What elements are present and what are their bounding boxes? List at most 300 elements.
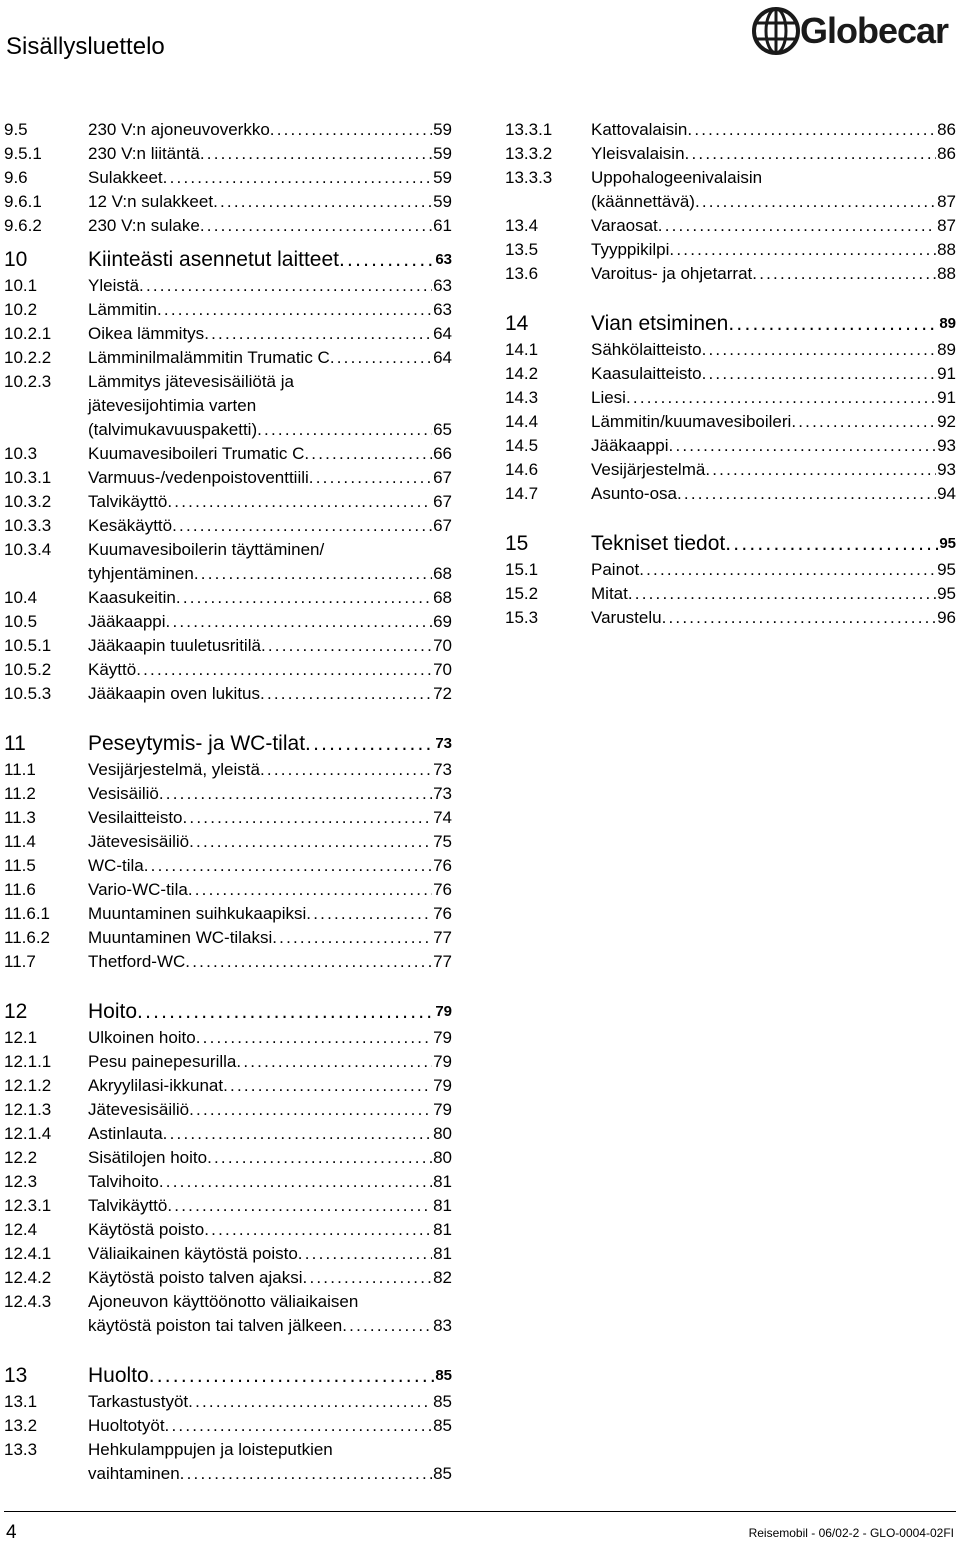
toc-entry-title: Jääkaappi — [88, 612, 166, 631]
toc-entry[interactable] — [505, 142, 960, 166]
toc-page-number: 59 — [433, 144, 452, 163]
dot-leader — [139, 274, 432, 298]
toc-entry-number: 10.1 — [4, 276, 38, 295]
dot-leader — [658, 214, 936, 238]
toc-chapter[interactable] — [505, 310, 960, 338]
toc-page-number: 83 — [433, 1316, 452, 1335]
toc-page-number: 65 — [433, 420, 452, 439]
toc-entry[interactable] — [0, 610, 460, 634]
toc-entry-title: Tarkastustyöt — [88, 1392, 189, 1411]
toc-entry[interactable] — [505, 606, 960, 630]
toc-entry-title: Vesijärjestelmä — [591, 460, 706, 479]
toc-entry[interactable] — [0, 214, 460, 238]
dot-leader — [342, 1314, 432, 1338]
toc-page-number: 79 — [433, 1052, 452, 1071]
toc-entry-title: Kiinteästi asennetut laitteet — [88, 248, 339, 271]
toc-entry-number: 11.6.2 — [4, 928, 51, 947]
toc-entry[interactable] — [0, 1050, 460, 1074]
toc-entry-number: 10.2.2 — [4, 348, 52, 367]
dot-leader — [149, 1362, 435, 1390]
toc-entry-number: 12.4 — [4, 1220, 38, 1239]
toc-entry-number: 12.1 — [4, 1028, 38, 1047]
toc-entry-title: Talvikäyttö — [88, 492, 168, 511]
globe-icon — [750, 2, 802, 60]
footer-divider — [4, 1511, 956, 1512]
toc-page-number: 59 — [433, 168, 452, 187]
toc-entry-title: Kuumavesiboileri Trumatic C — [88, 444, 305, 463]
toc-entry[interactable] — [0, 1266, 460, 1290]
dot-leader — [261, 634, 432, 658]
dot-leader — [260, 682, 432, 706]
document-code: Reisemobil - 06/02-2 - GLO-0004-02FI — [748, 1526, 954, 1540]
toc-entry[interactable] — [0, 1414, 460, 1438]
dot-leader — [167, 490, 432, 514]
toc-entry-number: 12.4.2 — [4, 1268, 52, 1287]
toc-entry-number: 10.3.2 — [4, 492, 52, 511]
toc-page-number: 82 — [433, 1268, 452, 1287]
toc-entry-title: Jätevesisäiliö — [88, 832, 190, 851]
dot-leader — [725, 530, 938, 558]
toc-entry-number: 9.6.1 — [4, 192, 42, 211]
toc-entry-number: 10 — [4, 248, 28, 271]
toc-entry[interactable] — [0, 1026, 460, 1050]
toc-entry[interactable] — [0, 1218, 460, 1242]
toc-entry-title: (talvimukavuuspaketti) — [88, 420, 258, 439]
dot-leader — [705, 458, 936, 482]
dot-leader — [189, 1098, 432, 1122]
dot-leader — [728, 310, 938, 338]
dot-leader — [306, 902, 432, 926]
toc-entry[interactable] — [0, 682, 460, 706]
dot-leader — [196, 1026, 432, 1050]
dot-leader — [303, 1266, 433, 1290]
toc-page-number: 59 — [433, 120, 452, 139]
toc-page-number: 85 — [435, 1367, 452, 1384]
toc-entry-number: 11.5 — [4, 856, 36, 875]
toc-page-number: 70 — [433, 636, 452, 655]
toc-page-number: 94 — [937, 484, 956, 503]
dot-leader — [165, 1414, 433, 1438]
toc-entry-title: Muuntaminen suihkukaapiksi — [88, 904, 307, 923]
toc-page-number: 86 — [937, 120, 956, 139]
toc-page-number: 70 — [433, 660, 452, 679]
toc-entry-title: WC-tila — [88, 856, 144, 875]
dot-leader — [236, 1050, 432, 1074]
toc-entry[interactable] — [0, 586, 460, 610]
toc-entry-title: Jääkaappi — [591, 436, 669, 455]
brand-logo — [750, 2, 958, 60]
toc-entry-title: Käytöstä poisto talven ajaksi — [88, 1268, 303, 1287]
toc-entry[interactable] — [0, 634, 460, 658]
dot-leader — [163, 1122, 432, 1146]
toc-entry-title: käytöstä poiston tai talven jälkeen — [88, 1316, 343, 1335]
toc-page-number: 93 — [937, 460, 956, 479]
toc-entry[interactable] — [0, 370, 460, 442]
toc-entry-title: Lämmitys jätevesisäiliötä ja — [88, 372, 294, 391]
toc-entry-number: 14.6 — [505, 460, 539, 479]
toc-entry[interactable] — [0, 466, 460, 490]
toc-entry-title: Käyttö — [88, 660, 137, 679]
toc-entry-title: Huolto — [88, 1364, 149, 1387]
toc-page-number: 88 — [937, 264, 956, 283]
toc-entry[interactable] — [505, 362, 960, 386]
dot-leader — [163, 166, 432, 190]
toc-entry-title: Varaosat — [591, 216, 658, 235]
toc-page-number: 81 — [433, 1244, 452, 1263]
toc-entry[interactable] — [0, 1290, 460, 1338]
toc-entry-number: 10.5.3 — [4, 684, 52, 703]
toc-entry-number: 14.5 — [505, 436, 539, 455]
toc-entry[interactable] — [505, 434, 960, 458]
toc-page-number: 79 — [433, 1028, 452, 1047]
toc-page-number: 64 — [433, 324, 452, 343]
toc-page-number: 88 — [937, 240, 956, 259]
dot-leader — [702, 338, 937, 362]
dot-leader — [628, 582, 936, 606]
toc-entry-number: 10.4 — [4, 588, 38, 607]
toc-entry[interactable] — [0, 538, 460, 586]
toc-page-number: 80 — [433, 1148, 452, 1167]
toc-entry[interactable] — [0, 1146, 460, 1170]
toc-entry-title: vaihtaminen — [88, 1464, 180, 1483]
toc-entry-title: Oikea lämmitys — [88, 324, 205, 343]
toc-entry[interactable] — [0, 166, 460, 190]
dot-leader — [687, 118, 936, 142]
toc-page-number: 79 — [435, 1003, 452, 1020]
dot-leader — [204, 1218, 432, 1242]
toc-entry-number: 10.3.3 — [4, 516, 52, 535]
dot-leader — [166, 610, 433, 634]
toc-chapter[interactable] — [0, 998, 460, 1026]
toc-page-number: 95 — [939, 535, 956, 552]
toc-page-number: 63 — [433, 276, 452, 295]
toc-entry-number: 14.3 — [505, 388, 539, 407]
dot-leader — [662, 606, 937, 630]
toc-entry-number: 9.6 — [4, 168, 28, 187]
toc-entry-title: Hehkulamppujen ja loisteputkien — [88, 1440, 333, 1459]
toc-page-number: 73 — [433, 784, 452, 803]
toc-entry-title: 230 V:n ajoneuvoverkko — [88, 120, 270, 139]
page-number: 4 — [6, 1522, 17, 1543]
toc-entry[interactable] — [505, 214, 960, 238]
toc-entry-number: 11 — [4, 732, 26, 755]
dot-leader — [677, 482, 936, 506]
toc-entry[interactable] — [0, 274, 460, 298]
toc-entry-title: Vesijärjestelmä, yleistä — [88, 760, 260, 779]
toc-entry-title: Lämmitin/kuumavesiboileri — [591, 412, 792, 431]
toc-entry-number: 14.1 — [505, 340, 539, 359]
toc-entry[interactable] — [0, 1122, 460, 1146]
toc-entry-title: Yleisvalaisin — [591, 144, 685, 163]
dot-leader — [144, 854, 432, 878]
toc-entry[interactable] — [505, 410, 960, 434]
dot-leader — [136, 658, 432, 682]
toc-chapter[interactable] — [0, 1362, 460, 1390]
toc-entry[interactable] — [505, 262, 960, 286]
toc-page-number: 81 — [433, 1220, 452, 1239]
toc-entry-title: Muuntaminen WC-tilaksi — [88, 928, 273, 947]
dot-leader — [791, 410, 936, 434]
toc-entry-number: 14.7 — [505, 484, 539, 503]
toc-page-number: 76 — [433, 856, 452, 875]
toc-page-number: 93 — [937, 436, 956, 455]
dot-leader — [309, 466, 432, 490]
toc-page-number: 96 — [937, 608, 956, 627]
toc-entry-title: Kaasulaitteisto — [591, 364, 702, 383]
dot-leader — [157, 298, 432, 322]
toc-entry-title: Peseytymis- ja WC-tilat — [88, 732, 306, 755]
toc-entry[interactable] — [505, 338, 960, 362]
dot-leader — [752, 262, 936, 286]
toc-entry-title: Varmuus-/vedenpoistoventtiili — [88, 468, 309, 487]
toc-page-number: 79 — [433, 1076, 452, 1095]
toc-entry-number: 13.3.2 — [505, 144, 553, 163]
toc-page-number: 76 — [433, 904, 452, 923]
toc-entry-number: 13.2 — [4, 1416, 38, 1435]
toc-entry-title: Vario-WC-tila — [88, 880, 188, 899]
toc-entry-title: Sähkölaitteisto — [591, 340, 702, 359]
toc-entry[interactable] — [0, 142, 460, 166]
toc-entry-number: 12.1.1 — [4, 1052, 52, 1071]
toc-entry-title: Varoitus- ja ohjetarrat — [591, 264, 753, 283]
toc-entry-title: 12 V:n sulakkeet — [88, 192, 214, 211]
toc-entry-number: 15.1 — [505, 560, 539, 579]
toc-page-number: 67 — [433, 492, 452, 511]
toc-entry[interactable] — [0, 854, 460, 878]
toc-entry-number: 14 — [505, 312, 529, 335]
toc-entry[interactable] — [0, 950, 460, 974]
toc-entry-number: 12.3 — [4, 1172, 38, 1191]
dot-leader — [183, 806, 433, 830]
toc-entry[interactable] — [0, 878, 460, 902]
toc-entry[interactable] — [0, 1074, 460, 1098]
toc-entry[interactable] — [505, 166, 960, 214]
toc-entry[interactable] — [0, 1170, 460, 1194]
toc-entry-number: 13.3.1 — [505, 120, 553, 139]
dot-leader — [270, 118, 432, 142]
toc-entry-number: 12.3.1 — [4, 1196, 52, 1215]
toc-page-number: 86 — [937, 144, 956, 163]
toc-entry-number: 9.5.1 — [4, 144, 42, 163]
toc-entry-number: 10.5.1 — [4, 636, 52, 655]
toc-right-column — [505, 118, 960, 630]
logo-text: Globecar — [800, 10, 949, 51]
toc-entry-number: 9.6.2 — [4, 216, 42, 235]
toc-entry-number: 13.3.3 — [505, 168, 553, 187]
toc-entry[interactable] — [0, 322, 460, 346]
toc-entry[interactable] — [0, 1242, 460, 1266]
toc-entry-title: Huoltotyöt — [88, 1416, 165, 1435]
toc-entry-title: Kaasukeitin — [88, 588, 176, 607]
toc-entry-number: 12.1.2 — [4, 1076, 52, 1095]
toc-page-number: 73 — [435, 735, 452, 752]
toc-entry[interactable] — [0, 758, 460, 782]
toc-left-column — [0, 118, 460, 1486]
toc-page-number: 64 — [433, 348, 452, 367]
toc-entry-title: Ajoneuvon käyttöönotto väliaikaisen — [88, 1292, 359, 1311]
dot-leader — [159, 782, 432, 806]
toc-entry-number: 10.5 — [4, 612, 38, 631]
dot-leader — [639, 558, 936, 582]
toc-entry-number: 10.2 — [4, 300, 38, 319]
toc-entry-number: 11.6.1 — [4, 904, 51, 923]
toc-entry-number: 13.4 — [505, 216, 539, 235]
dot-leader — [260, 758, 432, 782]
page-title: Sisällysluettelo — [6, 33, 165, 60]
dot-leader — [167, 1194, 432, 1218]
toc-entry-title: Lämmitin — [88, 300, 157, 319]
dot-leader — [223, 1074, 432, 1098]
toc-entry[interactable] — [505, 582, 960, 606]
toc-page-number: 89 — [939, 315, 956, 332]
toc-entry[interactable] — [0, 346, 460, 370]
dot-leader — [330, 346, 432, 370]
dot-leader — [298, 1242, 432, 1266]
toc-chapter[interactable] — [0, 246, 460, 274]
toc-page-number: 73 — [433, 760, 452, 779]
dot-leader — [702, 362, 937, 386]
toc-page-number: 92 — [937, 412, 956, 431]
toc-entry-title: Jääkaapin oven lukitus — [88, 684, 261, 703]
toc-entry-title: Tekniset tiedot — [591, 532, 726, 555]
toc-entry-title: Jääkaapin tuuletusritilä — [88, 636, 261, 655]
toc-entry-title: Käytöstä poisto — [88, 1220, 205, 1239]
toc-entry[interactable] — [505, 118, 960, 142]
dot-leader — [176, 586, 432, 610]
toc-page-number: 69 — [433, 612, 452, 631]
toc-entry-number: 14.4 — [505, 412, 539, 431]
dot-leader — [185, 950, 432, 974]
toc-entry-title: Liesi — [591, 388, 626, 407]
toc-entry-title: Tyyppikilpi — [591, 240, 670, 259]
dot-leader — [204, 322, 432, 346]
toc-entry-title: Kuumavesiboilerin täyttäminen/ — [88, 540, 325, 559]
toc-entry-title: 230 V:n sulake — [88, 216, 200, 235]
toc-page-number: 81 — [433, 1172, 452, 1191]
toc-entry[interactable] — [0, 1194, 460, 1218]
dot-leader — [137, 998, 434, 1026]
toc-entry-title: Lämminilmalämmitin Trumatic C — [88, 348, 330, 367]
toc-entry[interactable] — [0, 926, 460, 950]
dot-leader — [172, 514, 432, 538]
toc-page-number: 91 — [937, 388, 956, 407]
toc-page-number: 91 — [937, 364, 956, 383]
dot-leader — [180, 1462, 432, 1486]
toc-page-number: 81 — [433, 1196, 452, 1215]
toc-entry-title: Thetford-WC — [88, 952, 186, 971]
dot-leader — [194, 562, 432, 586]
dot-leader — [304, 442, 432, 466]
toc-entry-number: 12.4.3 — [4, 1292, 52, 1311]
toc-entry[interactable] — [0, 806, 460, 830]
toc-entry-number: 12.1.4 — [4, 1124, 52, 1143]
toc-entry[interactable] — [0, 658, 460, 682]
toc-page-number: 63 — [435, 251, 452, 268]
toc-entry[interactable] — [0, 298, 460, 322]
toc-entry-title: Asunto-osa — [591, 484, 677, 503]
toc-page-number: 68 — [433, 588, 452, 607]
dot-leader — [200, 214, 432, 238]
toc-chapter[interactable] — [505, 530, 960, 558]
toc-entry[interactable] — [505, 238, 960, 262]
toc-entry[interactable] — [505, 558, 960, 582]
toc-entry[interactable] — [505, 482, 960, 506]
toc-entry[interactable] — [0, 1390, 460, 1414]
toc-entry[interactable] — [505, 386, 960, 410]
dot-leader — [339, 246, 434, 274]
toc-page-number: 79 — [433, 1100, 452, 1119]
toc-entry-number: 13.5 — [505, 240, 539, 259]
toc-entry-title: Uppohalogeenivalaisin — [591, 168, 763, 187]
toc-entry-title: tyhjentäminen — [88, 564, 194, 583]
toc-entry-number: 11.3 — [4, 808, 36, 827]
toc-entry[interactable] — [0, 190, 460, 214]
toc-entry-number: 11.2 — [4, 784, 36, 803]
toc-entry-number: 11.7 — [4, 952, 36, 971]
dot-leader — [189, 830, 432, 854]
toc-entry[interactable] — [0, 1098, 460, 1122]
toc-entry-title: Väliaikainen käytöstä poisto — [88, 1244, 298, 1263]
dot-leader — [188, 878, 432, 902]
toc-entry-title: Sulakkeet — [88, 168, 163, 187]
toc-entry[interactable] — [0, 442, 460, 466]
toc-entry-number: 11.6 — [4, 880, 36, 899]
toc-page-number: 85 — [433, 1416, 452, 1435]
toc-entry[interactable] — [0, 830, 460, 854]
toc-entry-title: Mitat — [591, 584, 628, 603]
dot-leader — [207, 1146, 432, 1170]
toc-entry-number: 10.5.2 — [4, 660, 52, 679]
toc-entry-title: Astinlauta — [88, 1124, 163, 1143]
toc-page-number: 63 — [433, 300, 452, 319]
toc-entry-title: Pesu painepesurilla — [88, 1052, 237, 1071]
dot-leader — [685, 142, 937, 166]
toc-entry-number: 13 — [4, 1364, 28, 1387]
toc-entry-title: Ulkoinen hoito — [88, 1028, 196, 1047]
toc-page-number: 85 — [433, 1464, 452, 1483]
toc-entry-title: 230 V:n liitäntä — [88, 144, 200, 163]
toc-page-number: 80 — [433, 1124, 452, 1143]
toc-entry-title: (käännettävä) — [591, 192, 695, 211]
toc-entry[interactable] — [0, 514, 460, 538]
toc-entry-title: jätevesijohtimia varten — [88, 396, 257, 415]
toc-entry-number: 15 — [505, 532, 529, 555]
toc-entry-number: 13.1 — [4, 1392, 38, 1411]
toc-entry[interactable] — [0, 782, 460, 806]
toc-entry[interactable] — [0, 902, 460, 926]
toc-entry-title: Vesisäiliö — [88, 784, 159, 803]
toc-page-number: 77 — [433, 952, 452, 971]
toc-entry-title: Akryylilasi-ikkunat — [88, 1076, 224, 1095]
toc-entry-number: 13.3 — [4, 1440, 38, 1459]
toc-entry-number: 10.3.1 — [4, 468, 52, 487]
toc-entry-title: Yleistä — [88, 276, 140, 295]
toc-chapter[interactable] — [0, 730, 460, 758]
toc-entry-title: Vesilaitteisto — [88, 808, 183, 827]
dot-leader — [669, 434, 937, 458]
toc-entry[interactable] — [0, 1438, 460, 1486]
toc-page-number: 87 — [937, 216, 956, 235]
toc-page-number: 74 — [433, 808, 452, 827]
toc-entry-number: 10.3.4 — [4, 540, 52, 559]
toc-entry[interactable] — [0, 118, 460, 142]
toc-page-number: 59 — [433, 192, 452, 211]
toc-entry[interactable] — [505, 458, 960, 482]
toc-entry-title: Talvihoito — [88, 1172, 159, 1191]
toc-page-number: 75 — [433, 832, 452, 851]
toc-page-number: 61 — [433, 216, 452, 235]
toc-entry[interactable] — [0, 490, 460, 514]
